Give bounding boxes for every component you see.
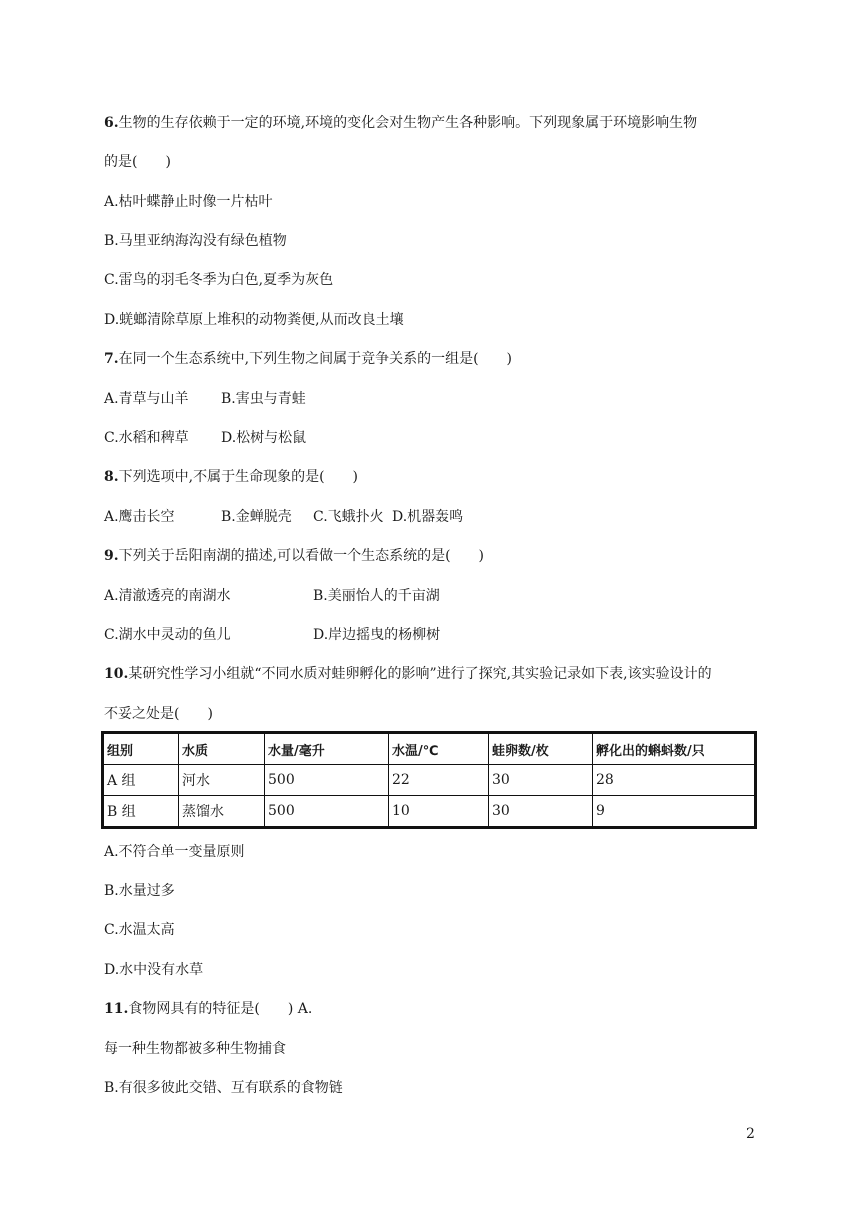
option-b: B.水量过多 [104,883,175,899]
table-cell: 500 [265,796,389,828]
table-cell: 500 [265,765,389,796]
table-cell: B 组 [103,796,179,828]
column-header: 水温/℃ [389,733,489,765]
column-header: 水量/毫升 [265,733,389,765]
option-b: B.金蝉脱壳 [221,509,292,525]
question-number: 7. [104,351,119,367]
option-d: D.机器轰鸣 [392,509,464,525]
option-d: D.岸边摇曳的杨柳树 [313,627,441,643]
option-c: C.水稻和稗草 [104,430,189,446]
option-a: A.青草与山羊 [104,391,189,407]
column-header: 水质 [179,733,265,765]
option-c: C.湖水中灵动的鱼儿 [104,627,231,643]
option-a: A.枯叶蝶静止时像一片枯叶 [104,194,273,210]
table-row [103,765,756,796]
table-cell: 30 [489,765,593,796]
question-number: 8. [104,469,119,485]
option-d: D.蜣螂清除草原上堆积的动物粪便,从而改良土壤 [104,312,404,328]
question-number: 11. [104,1001,129,1017]
column-header: 蛙卵数/枚 [489,733,593,765]
table-cell: 10 [389,796,489,828]
question-8-stem: 8.下列选项中,不属于生命现象的是( ) [104,469,358,485]
experiment-table [101,731,757,829]
question-6-stem-cont: 的是( ) [104,154,171,170]
option-b: B.马里亚纳海沟没有绿色植物 [104,233,287,249]
question-10-stem-cont: 不妥之处是( ) [104,706,213,722]
option-a: A.鹰击长空 [104,509,175,525]
question-number: 10. [104,666,129,682]
option-c: C.飞蛾扑火 [313,509,384,525]
question-number: 9. [104,548,119,564]
column-header: 组别 [103,733,179,765]
option-b: B.美丽怡人的千亩湖 [313,588,440,604]
option-c: C.水温太高 [104,922,175,938]
option-a: A.不符合单一变量原则 [104,844,245,860]
table-cell: 22 [389,765,489,796]
table-cell: 9 [593,796,756,828]
question-number: 6. [104,115,119,131]
table-header-row [103,733,756,765]
option-b: B.有很多彼此交错、互有联系的食物链 [104,1080,343,1096]
page-number: 2 [746,1126,755,1142]
option-d: D.水中没有水草 [104,962,204,978]
option-c: C.雷鸟的羽毛冬季为白色,夏季为灰色 [104,272,334,288]
table-cell: 蒸馏水 [179,796,265,828]
question-9-stem: 9.下列关于岳阳南湖的描述,可以看做一个生态系统的是( ) [104,548,484,564]
question-6-stem: 6.生物的生存依赖于一定的环境,环境的变化会对生物产生各种影响。下列现象属于环境影响生物 [104,115,698,131]
question-10-stem: 10.某研究性学习小组就“不同水质对蛙卵孵化的影响”进行了探究,其实验记录如下表,该实验设计的 [104,666,712,682]
option-a: A.清澈透亮的南湖水 [104,588,231,604]
table-row [103,796,756,828]
table-cell: 28 [593,765,756,796]
option-b: B.害虫与青蛙 [221,391,306,407]
table-cell: 30 [489,796,593,828]
table-cell: 河水 [179,765,265,796]
question-7-stem: 7.在同一个生态系统中,下列生物之间属于竞争关系的一组是( ) [104,351,512,367]
table-cell: A 组 [103,765,179,796]
question-11-stem: 11.食物网具有的特征是( ) A. [104,1001,313,1017]
column-header: 孵化出的蝌蚪数/只 [593,733,756,765]
option-d: D.松树与松鼠 [221,430,307,446]
option-a-text: 每一种生物都被多种生物捕食 [104,1041,286,1057]
